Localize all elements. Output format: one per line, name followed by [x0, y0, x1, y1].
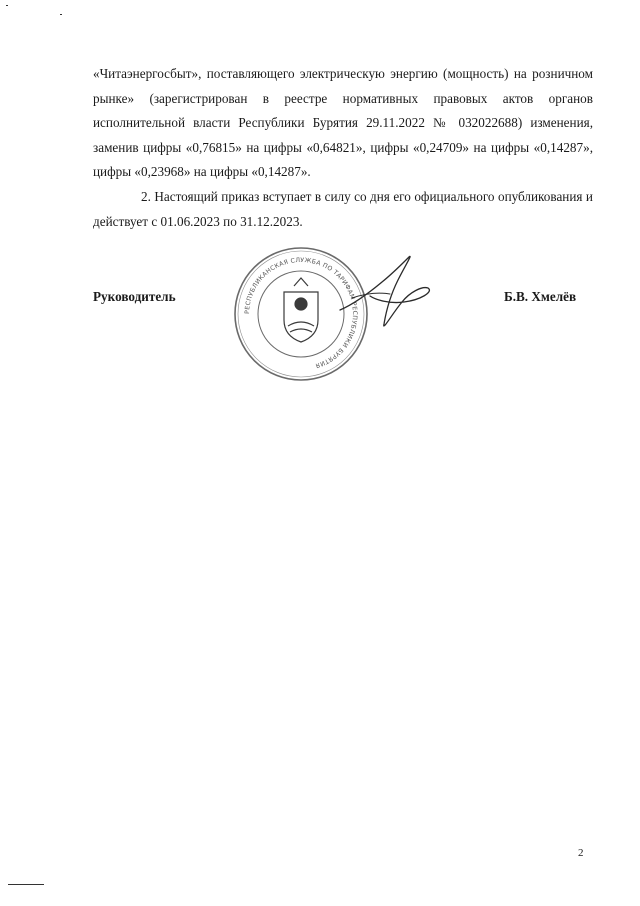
- scan-mark: [6, 5, 8, 6]
- seal-text: РЕСПУБЛИКАНСКАЯ СЛУЖБА ПО ТАРИФАМ РЕСПУБЛИКИ БУРЯТИЯ: [243, 256, 359, 369]
- handwritten-signature: [330, 252, 440, 332]
- signatory-name: Б.В. Хмелёв: [504, 289, 577, 304]
- signatory-title: Руководитель: [93, 289, 176, 304]
- scan-mark: [60, 14, 62, 15]
- paragraph-2: 2. Настоящий приказ вступает в силу со дня его официального опубликования и действует с 01.06.2023 по 31.12.2023.: [93, 188, 593, 229]
- page-number: 2: [578, 847, 584, 859]
- coat-of-arms-icon: [284, 278, 318, 342]
- scan-mark: [8, 884, 44, 885]
- paragraph-1: «Читаэнергосбыт», поставляющего электрическую энергию (мощность) на розничном рынке» (зарегистрирован в реестре нормативных правовых актов органов исполнительной власти Республики Бурятия 29.11.2022 № 032022688) изменения, заменив цифры «0,76815» на цифры «0,64821», цифры «0,24709» на цифры «0,14287», цифры «0,23968» на цифры «0,14287».: [93, 66, 593, 180]
- body-text: [93, 62, 593, 234]
